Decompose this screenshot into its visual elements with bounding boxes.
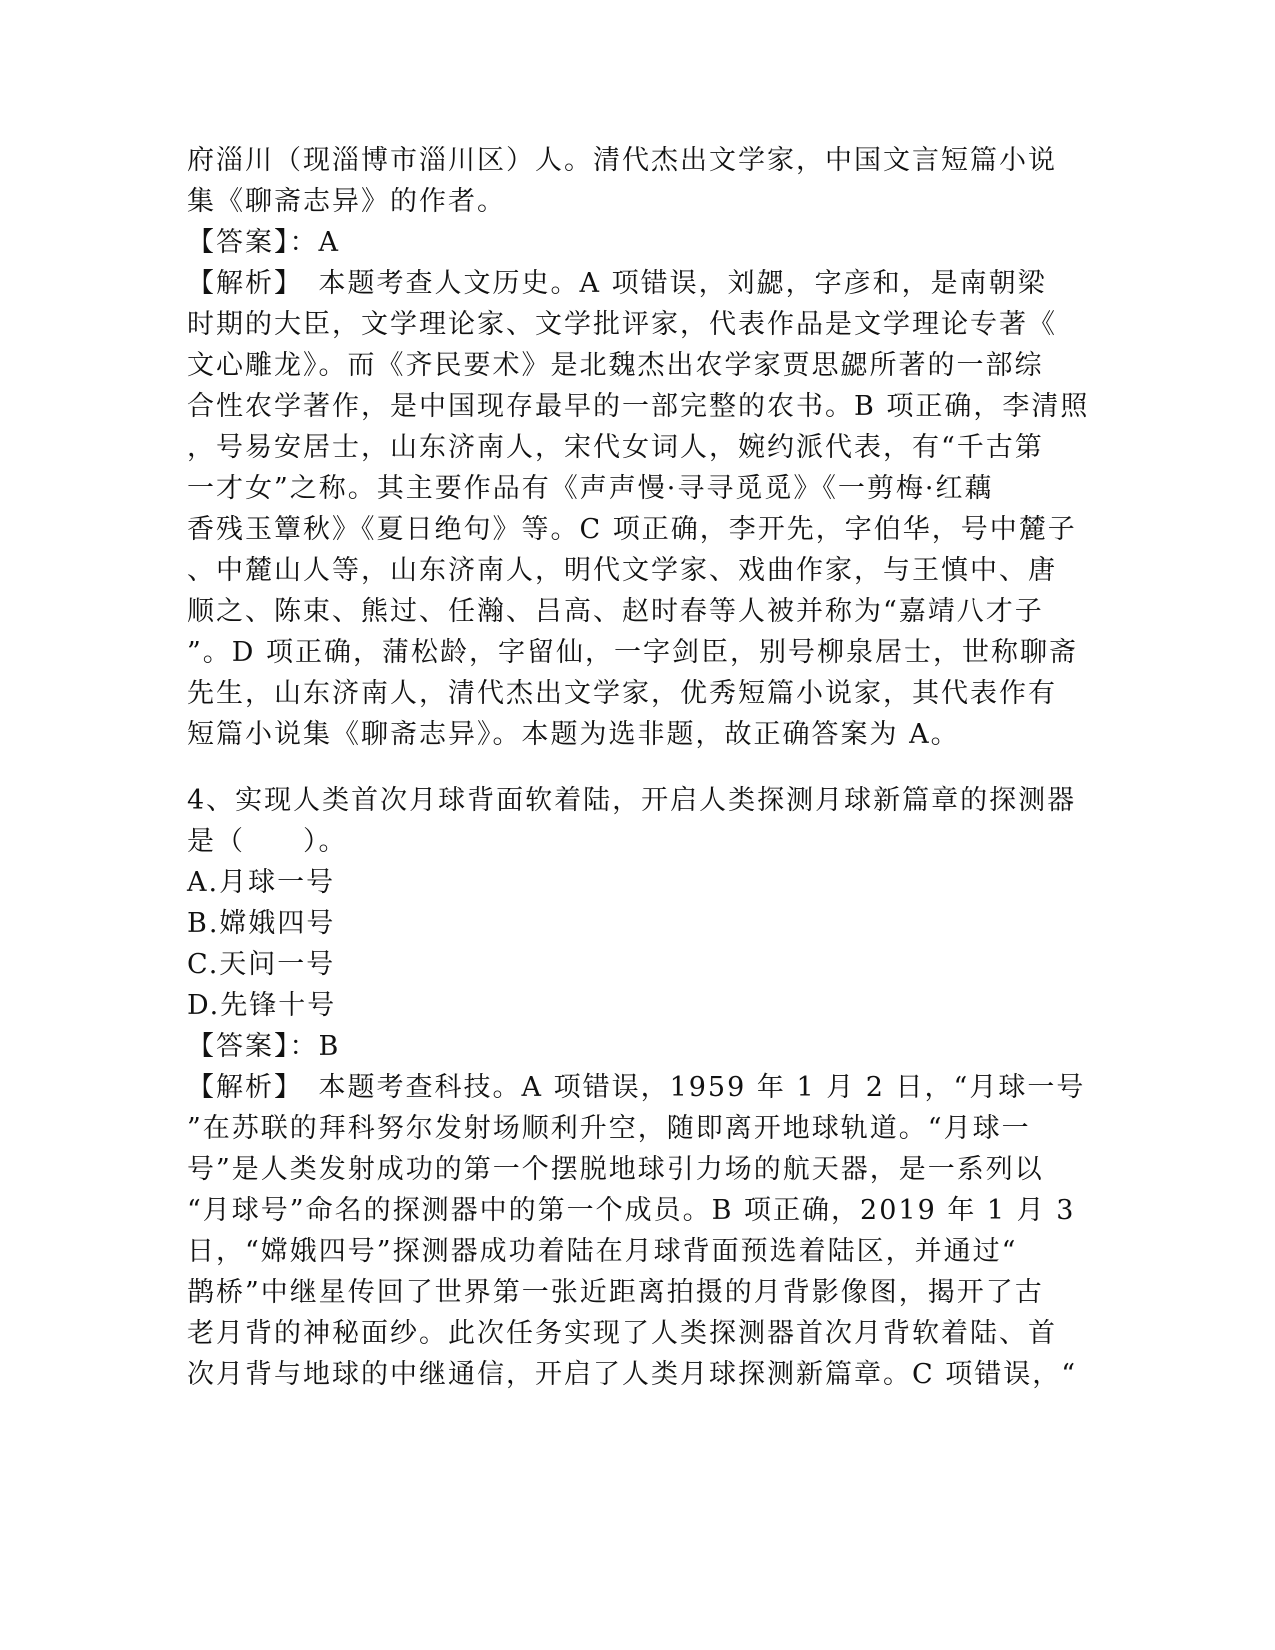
- analysis-line: 次月背与地球的中继通信，开启了人类月球探测新篇章。C 项错误，“: [187, 1359, 1078, 1390]
- paragraph-line: 集《聊斋志异》的作者。: [187, 186, 506, 217]
- option-c: C.天问一号: [187, 949, 336, 980]
- option-a: A.月球一号: [187, 867, 336, 898]
- analysis-line: 老月背的神秘面纱。此次任务实现了人类探测器首次月背软着陆、首: [187, 1318, 1057, 1349]
- analysis-line: 香残玉簟秋》《夏日绝句》等。C 项正确，李开先，字伯华，号中麓子: [187, 514, 1077, 545]
- question-stem: 是（ ）。: [187, 826, 348, 857]
- analysis-line: 时期的大臣，文学理论家、文学批评家，代表作品是文学理论专著《: [187, 309, 1057, 340]
- analysis-line: 一才女”之称。其主要作品有《声声慢·寻寻觅觅》《一剪梅·红藕: [187, 473, 994, 504]
- analysis-line: ，号易安居士，山东济南人，宋代女词人，婉约派代表，有“千古第: [187, 432, 1044, 463]
- question-stem: 4、实现人类首次月球背面软着陆，开启人类探测月球新篇章的探测器: [187, 785, 1077, 816]
- analysis-line: 先生，山东济南人，清代杰出文学家，优秀短篇小说家，其代表作有: [187, 678, 1057, 709]
- analysis-line: 合性农学著作，是中国现存最早的一部完整的农书。B 项正确，李清照: [187, 391, 1090, 422]
- analysis-line: 顺之、陈束、熊过、任瀚、吕高、赵时春等人被并称为“嘉靖八才子: [187, 596, 1044, 627]
- analysis-line: 文心雕龙》。而《齐民要术》是北魏杰出农学家贾思勰所著的一部综: [187, 350, 1044, 381]
- analysis-line: ”在苏联的拜科努尔发射场顺利升空，随即离开地球轨道。“月球一: [187, 1113, 1031, 1144]
- analysis-line: 号”是人类发射成功的第一个摆脱地球引力场的航天器，是一系列以: [187, 1154, 1044, 1185]
- analysis-line: 【解析】 本题考查人文历史。A 项错误，刘勰，字彦和，是南朝梁: [187, 268, 1047, 299]
- option-d: D.先锋十号: [187, 990, 337, 1021]
- paragraph-line: 府淄川（现淄博市淄川区）人。清代杰出文学家，中国文言短篇小说: [187, 145, 1057, 176]
- analysis-line: 日，“嫦娥四号”探测器成功着陆在月球背面预选着陆区，并通过“: [187, 1236, 1018, 1267]
- analysis-line: 鹊桥”中继星传回了世界第一张近距离拍摄的月背影像图，揭开了古: [187, 1277, 1044, 1308]
- analysis-line: 短篇小说集《聊斋志异》。本题为选非题，故正确答案为 A。: [187, 719, 960, 750]
- analysis-line: ”。D 项正确，蒲松龄，字留仙，一字剑臣，别号柳泉居士，世称聊斋: [187, 637, 1079, 668]
- answer-line: 【答案】：B: [187, 1031, 341, 1062]
- analysis-line: “月球号”命名的探测器中的第一个成员。B 项正确，2019 年 1 月 3: [187, 1195, 1076, 1226]
- analysis-line: 【解析】 本题考查科技。A 项错误，1959 年 1 月 2 日，“月球一号: [187, 1072, 1086, 1103]
- analysis-line: 、中麓山人等，山东济南人，明代文学家、戏曲作家，与王慎中、唐: [187, 555, 1057, 586]
- option-b: B.嫦娥四号: [187, 908, 336, 939]
- answer-line: 【答案】：A: [187, 227, 340, 258]
